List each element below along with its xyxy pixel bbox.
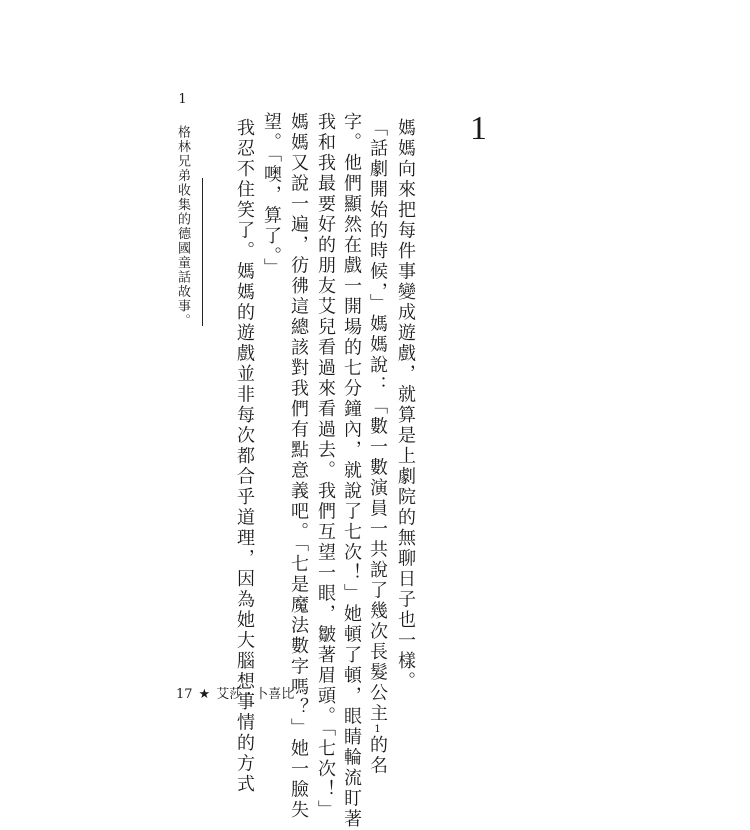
text-column-6	[262, 112, 280, 279]
chapter-number: 1	[470, 110, 487, 147]
text-column-6-text: 望。「噢，算了。」	[261, 112, 282, 279]
text-column-4-text: 我和我最要好的朋友艾兒看過來看過去。我們互望一眼，皺著眉頭。「七次！」	[315, 112, 336, 821]
footnote-divider	[202, 178, 203, 326]
text-column-1-text: 媽媽向來把每件事變成遊戲，就算是上劇院的無聊日子也一樣。	[395, 118, 416, 692]
text-column-2-text: 「話劇開始的時候，」媽媽說：「數一數演員一共說了幾次長髮公主	[367, 118, 388, 724]
text-column-3	[342, 112, 360, 830]
star-icon: ★	[198, 687, 211, 702]
text-column-2	[368, 118, 386, 776]
text-column-5	[289, 112, 307, 821]
book-title: 艾莎・卜喜比	[216, 687, 295, 702]
text-column-1	[396, 118, 414, 692]
text-column-7-text: 我忍不住笑了。媽媽的遊戲並非每次都合乎道理，因為她大腦想事情的方式	[234, 118, 255, 795]
text-column-4	[316, 112, 334, 821]
text-column-5-text: 媽媽又說一遍，彷彿這總該對我們有點意義吧。「七是魔法數字嗎？」她一臉失	[288, 112, 309, 821]
text-column-2-tail: 的名	[367, 735, 388, 776]
page-number: 17	[176, 687, 193, 702]
page-footer	[176, 683, 300, 702]
footnote: 1 格林兄弟收集的德國童話故事。	[175, 92, 190, 328]
footnote-reference: 1	[372, 724, 383, 735]
text-column-3-text: 字。他們顯然在戲一開場的七分鐘內，就說了七次！」她頓了頓，眼睛輪流盯著	[341, 112, 362, 830]
